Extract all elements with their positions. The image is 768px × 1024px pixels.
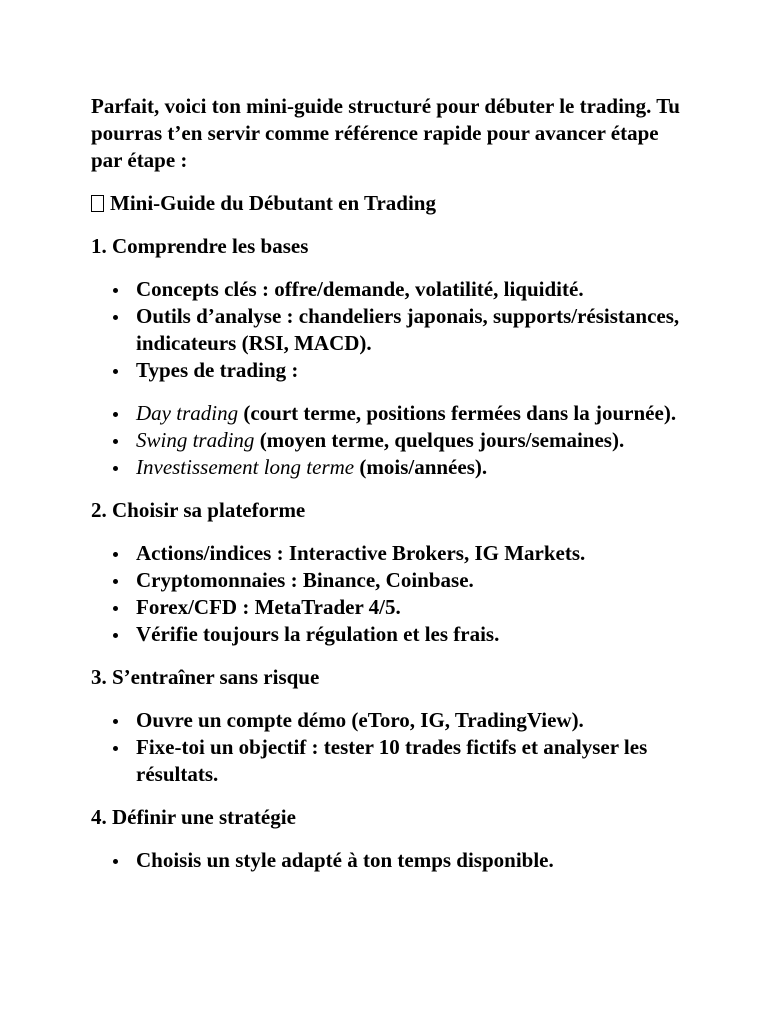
trading-type-name: Investissement long terme — [136, 455, 355, 479]
trading-type-name: Swing trading — [136, 428, 255, 452]
guide-title-text: Mini-Guide du Débutant en Trading — [110, 191, 436, 215]
list-item: Cryptomonnaies : Binance, Coinbase. — [136, 567, 688, 594]
section-heading-4: 4. Définir une stratégie — [91, 805, 296, 829]
trading-type-name: Day trading — [136, 401, 239, 425]
section-heading-1: 1. Comprendre les bases — [91, 234, 309, 258]
section-1-list — [91, 276, 688, 384]
section-heading-2: 2. Choisir sa plateforme — [91, 498, 306, 522]
section-2-list — [91, 540, 688, 648]
list-item: Forex/CFD : MetaTrader 4/5. — [136, 594, 688, 621]
list-item — [136, 400, 688, 427]
missing-glyph-icon — [91, 195, 104, 212]
list-item: Ouvre un compte démo (eToro, IG, TradingView). — [136, 707, 688, 734]
guide-title — [91, 190, 688, 217]
list-item: Fixe-toi un objectif : tester 10 trades fictifs et analyser les résultats. — [136, 734, 688, 788]
list-item — [136, 427, 688, 454]
list-item: Actions/indices : Interactive Brokers, IG Markets. — [136, 540, 688, 567]
list-item: Concepts clés : offre/demande, volatilité, liquidité. — [136, 276, 688, 303]
list-item: Choisis un style adapté à ton temps disponible. — [136, 847, 688, 874]
intro-paragraph: Parfait, voici ton mini-guide structuré pour débuter le trading. Tu pourras t’en servir comme référence rapide pour avancer étape par étape : — [91, 94, 680, 172]
list-item — [136, 454, 688, 481]
trading-type-desc: (moyen terme, quelques jours/semaines). — [254, 428, 625, 452]
trading-type-desc: (mois/années). — [354, 455, 488, 479]
list-item: Outils d’analyse : chandeliers japonais, supports/résistances, indicateurs (RSI, MACD). — [136, 303, 688, 357]
section-4-list — [91, 847, 688, 874]
trading-type-desc: (court terme, positions fermées dans la journée). — [238, 401, 677, 425]
section-3-list — [91, 707, 688, 788]
list-item: Vérifie toujours la régulation et les frais. — [136, 621, 688, 648]
section-heading-3: 3. S’entraîner sans risque — [91, 665, 320, 689]
trading-types-list — [91, 400, 688, 481]
list-item: Types de trading : — [136, 357, 688, 384]
